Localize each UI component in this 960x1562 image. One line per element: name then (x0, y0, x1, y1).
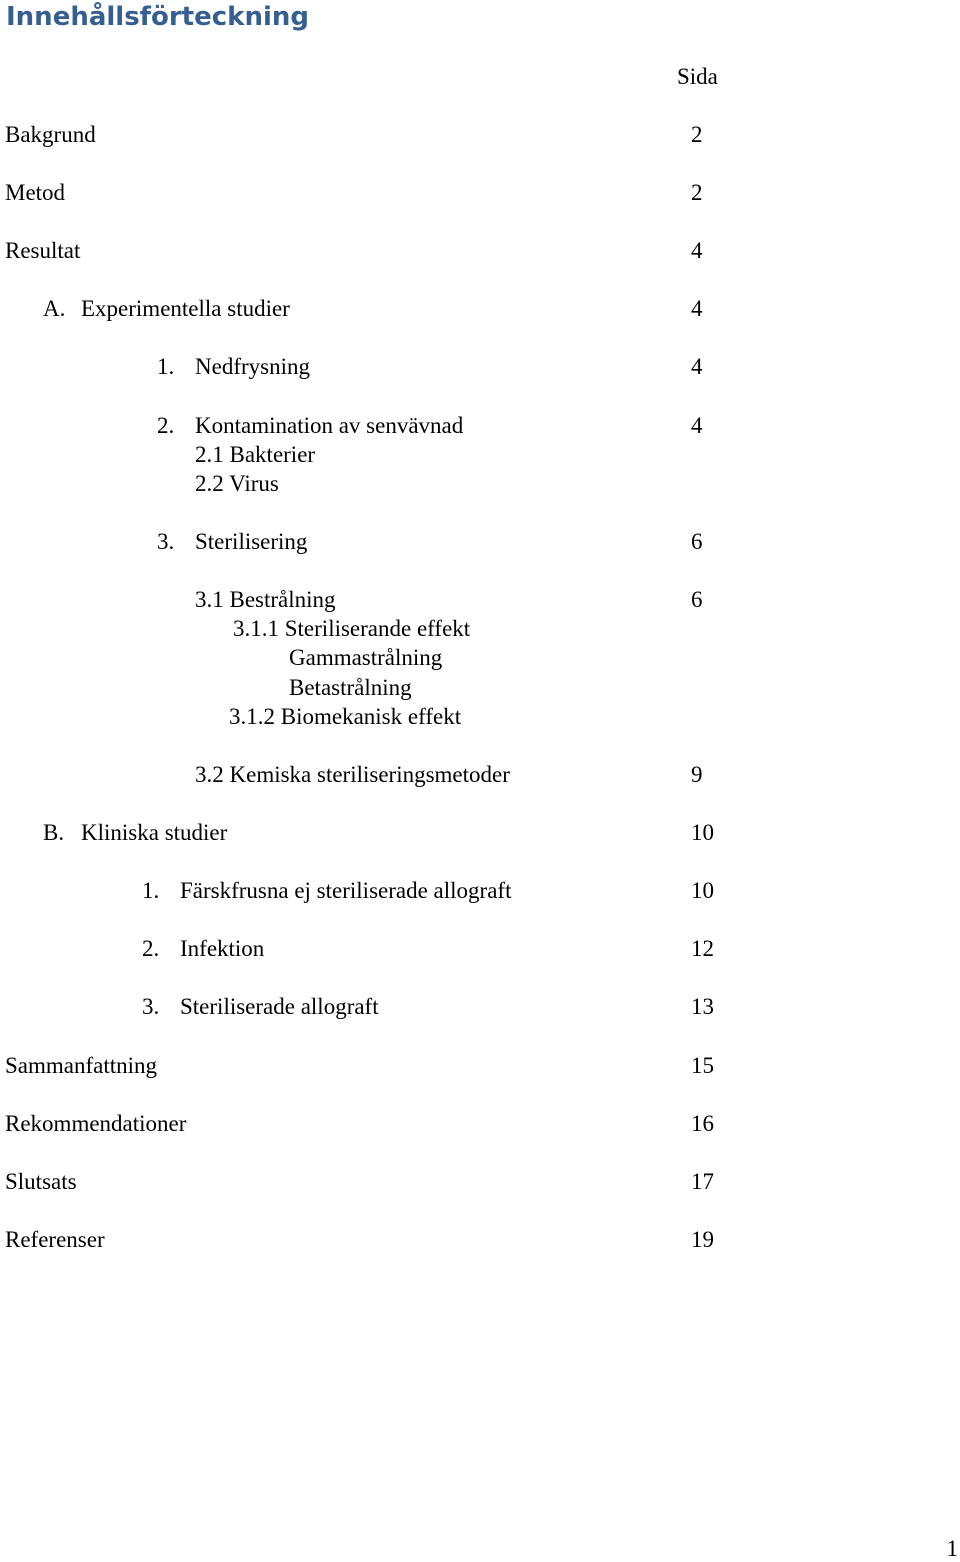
toc-page-number: 12 (691, 936, 714, 961)
page-title: Innehållsförteckning (6, 2, 309, 32)
toc-label: Bakgrund (5, 122, 96, 147)
toc-entry-steriliserande-effekt[interactable]: 3.1.1 Steriliserande effekt (233, 616, 471, 641)
toc-marker: 3. (142, 994, 160, 1019)
toc-page-number: 10 (691, 820, 714, 845)
toc-page-number: 16 (691, 1111, 714, 1136)
toc-label: Färskfrusna ej steriliserade allograft (180, 878, 512, 903)
toc-label: Experimentella studier (81, 296, 290, 321)
toc-label: 3.1 Bestrålning (195, 587, 336, 612)
toc-page-number: 4 (691, 238, 703, 263)
toc-page-number: 4 (691, 296, 703, 321)
toc-page-number: 9 (691, 762, 703, 787)
toc-entry-virus[interactable]: 2.2 Virus (195, 471, 279, 496)
toc-page-number: 6 (691, 587, 703, 612)
toc-label: Metod (5, 180, 66, 205)
toc-page-number: 13 (691, 994, 714, 1019)
toc-marker: 1. (157, 354, 175, 379)
toc-page-number: 2 (691, 180, 703, 205)
toc-label: Kontamination av senvävnad (195, 413, 464, 438)
toc-entry-biomekanisk-effekt[interactable]: 3.1.2 Biomekanisk effekt (229, 704, 462, 729)
toc-marker: A. (43, 296, 66, 321)
toc-label: Resultat (5, 238, 81, 263)
toc-label: Nedfrysning (195, 354, 310, 379)
page-column-header: Sida (677, 64, 718, 89)
toc-label: Rekommendationer (5, 1111, 187, 1136)
toc-page-number: 15 (691, 1053, 714, 1078)
toc-entry-betastralning[interactable]: Betastrålning (289, 675, 412, 700)
toc-label: Kliniska studier (81, 820, 228, 845)
toc-page-number: 17 (691, 1169, 714, 1194)
toc-label: Slutsats (5, 1169, 77, 1194)
toc-label: Sterilisering (195, 529, 308, 554)
toc-page-number: 2 (691, 122, 703, 147)
toc-page-number: 6 (691, 529, 703, 554)
toc-label: Infektion (180, 936, 265, 961)
toc-page-number: 19 (691, 1227, 714, 1252)
toc-label: Steriliserade allograft (180, 994, 379, 1019)
toc-entry-gammastralning[interactable]: Gammastrålning (289, 645, 443, 670)
page-number: 1 (946, 1536, 958, 1561)
toc-marker: 3. (157, 529, 175, 554)
toc-label: 3.2 Kemiska steriliseringsmetoder (195, 762, 510, 787)
toc-marker: 1. (142, 878, 160, 903)
toc-label: Referenser (5, 1227, 105, 1252)
toc-page-number: 4 (691, 354, 703, 379)
toc-entry-bakterier[interactable]: 2.1 Bakterier (195, 442, 316, 467)
toc-marker: B. (43, 820, 65, 845)
toc-marker: 2. (142, 936, 160, 961)
toc-page-number: 4 (691, 413, 703, 438)
toc-page-number: 10 (691, 878, 714, 903)
toc-label: Sammanfattning (5, 1053, 158, 1078)
toc-marker: 2. (157, 413, 175, 438)
